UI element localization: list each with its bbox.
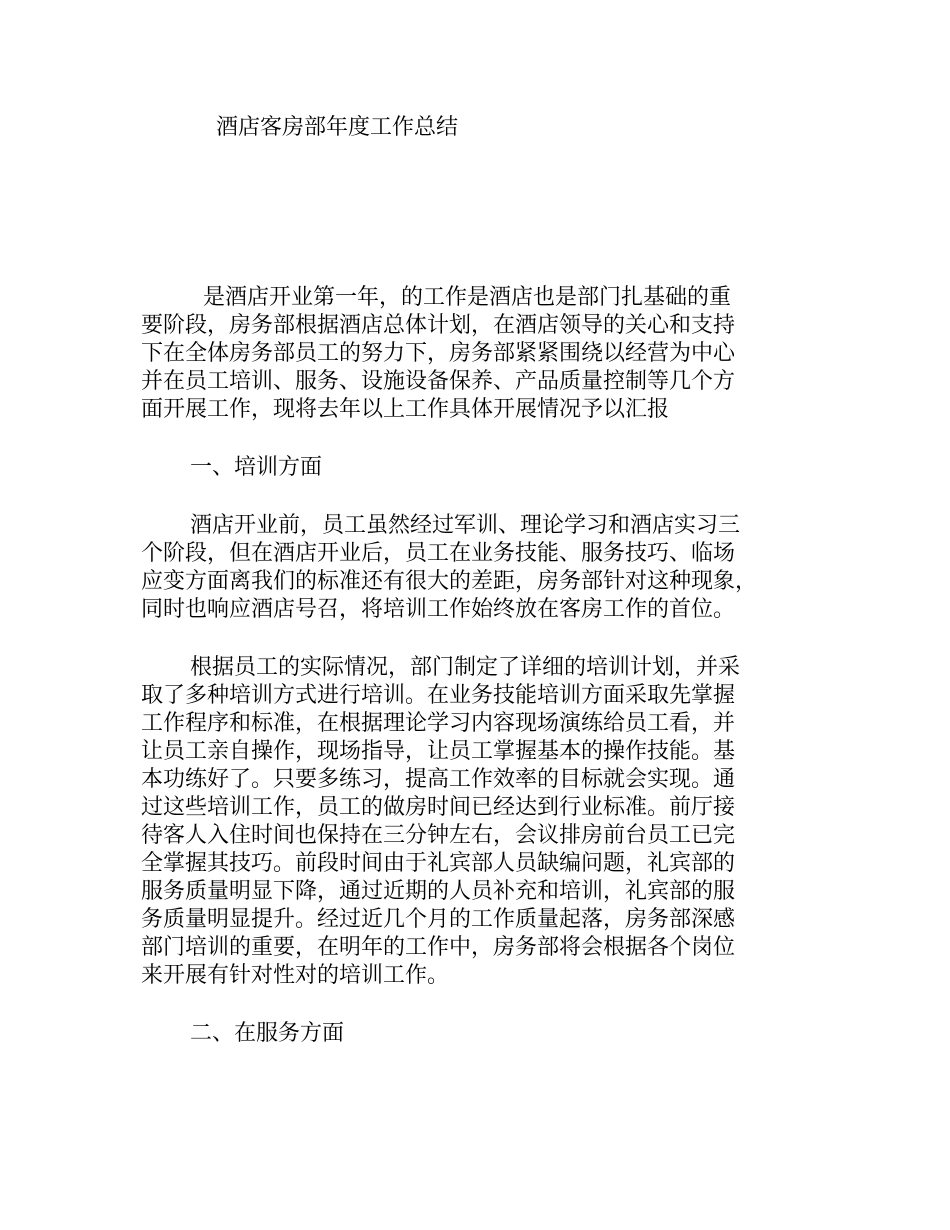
paragraph-line: 让员工亲自操作，现场指导，让员工掌握基本的操作技能。基 — [141, 739, 736, 764]
document-title: 酒店客房部年度工作总结 — [216, 115, 459, 140]
paragraph-line: 过这些培训工作，员工的做房时间已经达到行业标准。前厅接 — [141, 795, 736, 820]
paragraph-line: 个阶段，但在酒店开业后，员工在业务技能、服务技巧、临场 — [141, 541, 736, 566]
section-heading-service: 二、在服务方面 — [190, 1021, 345, 1046]
intro-line: 面开展工作，现将去年以上工作具体开展情况予以汇报 — [141, 397, 670, 422]
paragraph-line: 取了多种培训方式进行培训。在业务技能培训方面采取先掌握 — [141, 683, 736, 708]
intro-line: 并在员工培训、服务、设施设备保养、产品质量控制等几个方 — [141, 369, 736, 394]
intro-line: 下在全体房务部员工的努力下，房务部紧紧围绕以经营为中心 — [141, 341, 736, 366]
paragraph-line: 来开展有针对性对的培训工作。 — [141, 963, 450, 988]
section-heading-training: 一、培训方面 — [190, 455, 323, 480]
paragraph-line: 服务质量明显下降，通过近期的人员补充和培训，礼宾部的服 — [141, 879, 736, 904]
paragraph-line: 根据员工的实际情况，部门制定了详细的培训计划，并采 — [190, 655, 741, 680]
paragraph-line: 工作程序和标准，在根据理论学习内容现场演练给员工看，并 — [141, 711, 736, 736]
intro-line: 是酒店开业第一年，的工作是酒店也是部门扎基础的重 — [203, 285, 732, 310]
paragraph-line: 部门培训的重要，在明年的工作中，房务部将会根据各个岗位 — [141, 935, 736, 960]
paragraph-line: 本功练好了。只要多练习，提高工作效率的目标就会实现。通 — [141, 767, 736, 792]
paragraph-line: 待客人入住时间也保持在三分钟左右，会议排房前台员工已完 — [141, 823, 736, 848]
paragraph-line: 应变方面离我们的标准还有很大的差距，房务部针对这种现象， — [141, 569, 758, 594]
paragraph-line: 务质量明显提升。经过近几个月的工作质量起落，房务部深感 — [141, 907, 736, 932]
paragraph-line: 全掌握其技巧。前段时间由于礼宾部人员缺编问题，礼宾部的 — [141, 851, 736, 876]
intro-line: 要阶段，房务部根据酒店总体计划，在酒店领导的关心和支持 — [141, 313, 736, 338]
paragraph-line: 同时也响应酒店号召，将培训工作始终放在客房工作的首位。 — [141, 597, 736, 622]
paragraph-line: 酒店开业前，员工虽然经过军训、理论学习和酒店实习三 — [190, 513, 741, 538]
